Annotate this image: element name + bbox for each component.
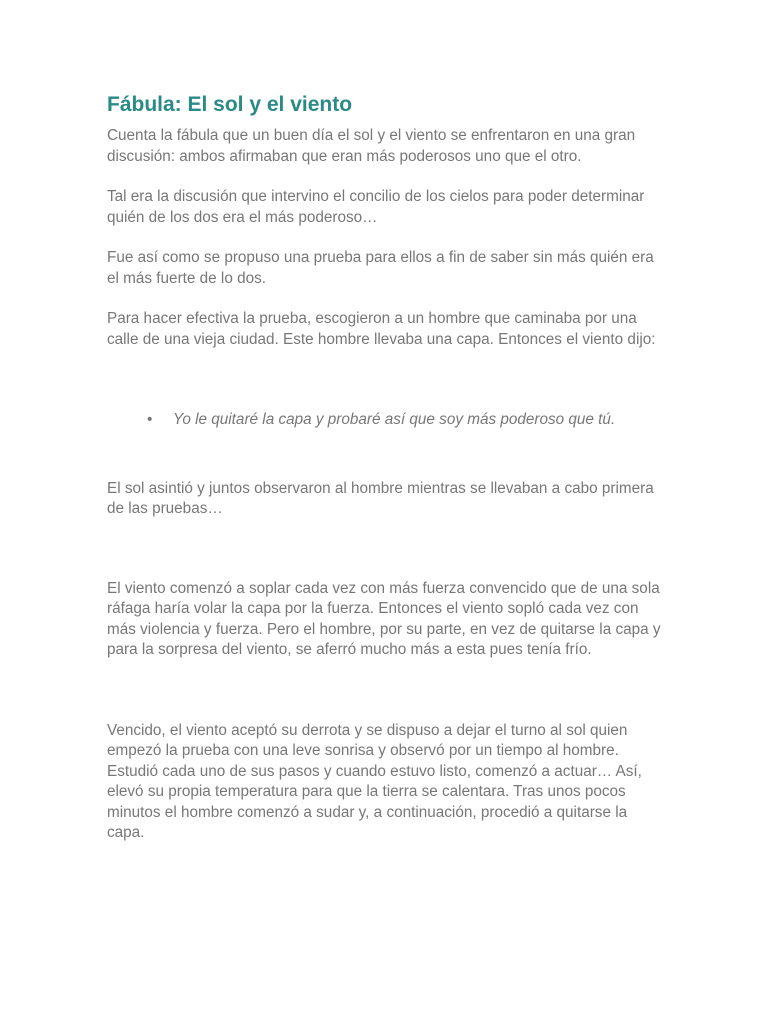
paragraph-5: El sol asintió y juntos observaron al hombre mientras se llevaban a cabo primera de las pruebas… <box>107 479 654 517</box>
paragraph-2: Tal era la discusión que intervino el concilio de los cielos para poder determinar quién de los dos era el más poderoso… <box>107 188 645 226</box>
paragraph-4: Para hacer efectiva la prueba, escogieron a un hombre que caminaba por una calle de una vieja ciudad. Este hombre llevaba una capa. Entonces el viento dijo: <box>107 310 656 348</box>
paragraph-1: Cuenta la fábula que un buen día el sol y el viento se enfrentaron en una gran discusión: ambos afirmaban que eran más poderosos uno que el otro. <box>107 127 636 165</box>
quote-list <box>107 410 667 431</box>
quote-item <box>107 410 667 431</box>
bullet-icon: • <box>147 411 153 428</box>
document-title: Fábula: El sol y el viento <box>107 93 353 116</box>
quote-text: Yo le quitaré la capa y probaré así que soy más poderoso que tú. <box>173 411 616 428</box>
document-page <box>107 90 667 844</box>
paragraph-7: Vencido, el viento aceptó su derrota y se dispuso a dejar el turno al sol quien empezó la prueba con una leve sonrisa y observó por un tiempo al hombre. Estudió cada uno de sus pasos y cuando estuvo listo, comenzó a actuar… Así, elevó su propia temperatura para que la tierra se calentara. Tras unos pocos minutos el hombre comenzó a sudar y, a continuación, procedió a quitarse la capa. <box>107 721 642 841</box>
paragraph-3: Fue así como se propuso una prueba para ellos a fin de saber sin más quién era el más fuerte de lo dos. <box>107 249 654 287</box>
paragraph-6: El viento comenzó a soplar cada vez con más fuerza convencido que de una sola ráfaga haría volar la capa por la fuerza. Entonces el viento sopló cada vez con más violencia y fuerza. Pero el hombre, por su parte, en vez de quitarse la capa y para la sorpresa del viento, se aferró mucho más a esta pues tenía frío. <box>107 579 661 658</box>
